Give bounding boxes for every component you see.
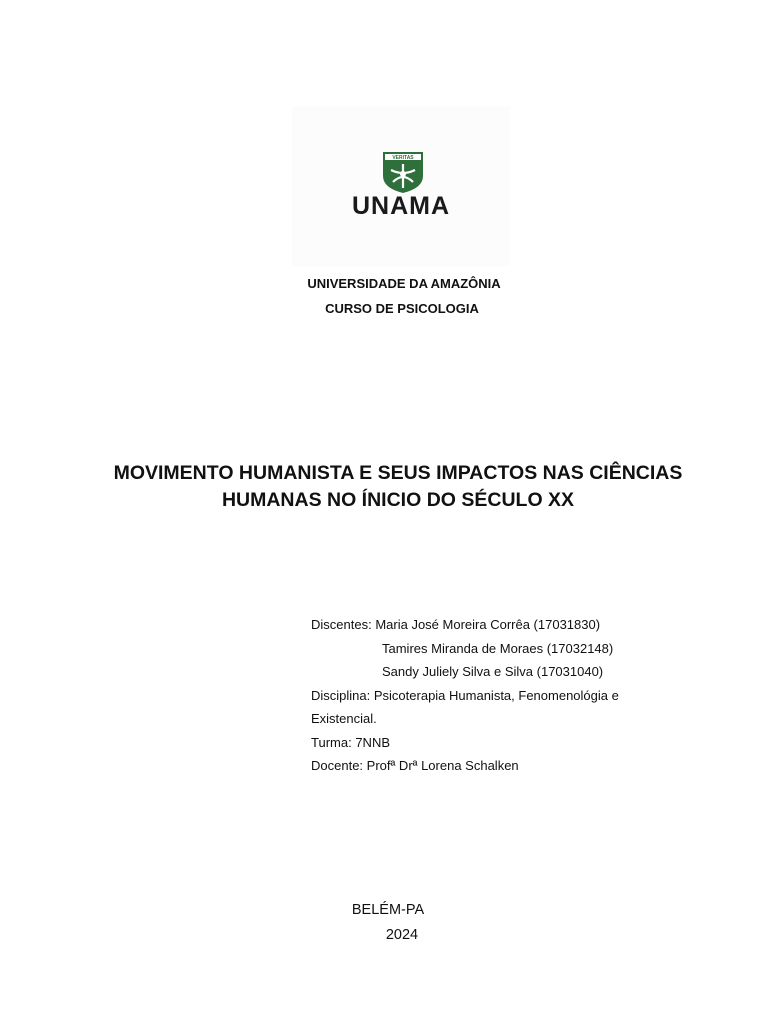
student-2: Tamires Miranda de Moraes (17032148) [382,640,614,656]
class-label: Turma: [311,734,352,750]
teacher-label: Docente: [311,758,364,773]
students-label: Discentes: [311,617,372,632]
institution-name: UNIVERSIDADE DA AMAZÔNIA [307,276,501,291]
students-line [311,613,731,637]
course-name: CURSO DE PSICOLOGIA [325,301,479,316]
teacher-value: Profª Drª Lorena Schalken [366,758,519,773]
document-title [40,460,756,514]
title-line-1: MOVIMENTO HUMANISTA E SEUS IMPACTOS NAS CIÊNCIAS [113,462,683,484]
discipline-label: Disciplina: [311,687,371,703]
city: BELÉM-PA [351,902,425,918]
crest-motto: VERITAS [392,155,414,161]
discipline-value: Psicoterapia Humanista, Fenomenológia e [373,687,619,703]
info-block [311,613,731,778]
teacher-line [311,754,731,778]
discipline-line [311,684,731,708]
class-line [311,731,731,755]
student-1: Maria José Moreira Corrêa (17031830) [375,617,601,632]
class-value: 7NNB [355,734,391,750]
year: 2024 [385,927,419,943]
title-line-2: HUMANAS NO ÍNICIO DO SÉCULO XX [221,489,575,511]
logo-wordmark: UNAMA [351,192,451,220]
shield-cross-icon [381,150,425,194]
discipline-continuation: Existencial. [311,711,377,726]
student-3: Sandy Juliely Silva e Silva (17031040) [382,664,604,679]
